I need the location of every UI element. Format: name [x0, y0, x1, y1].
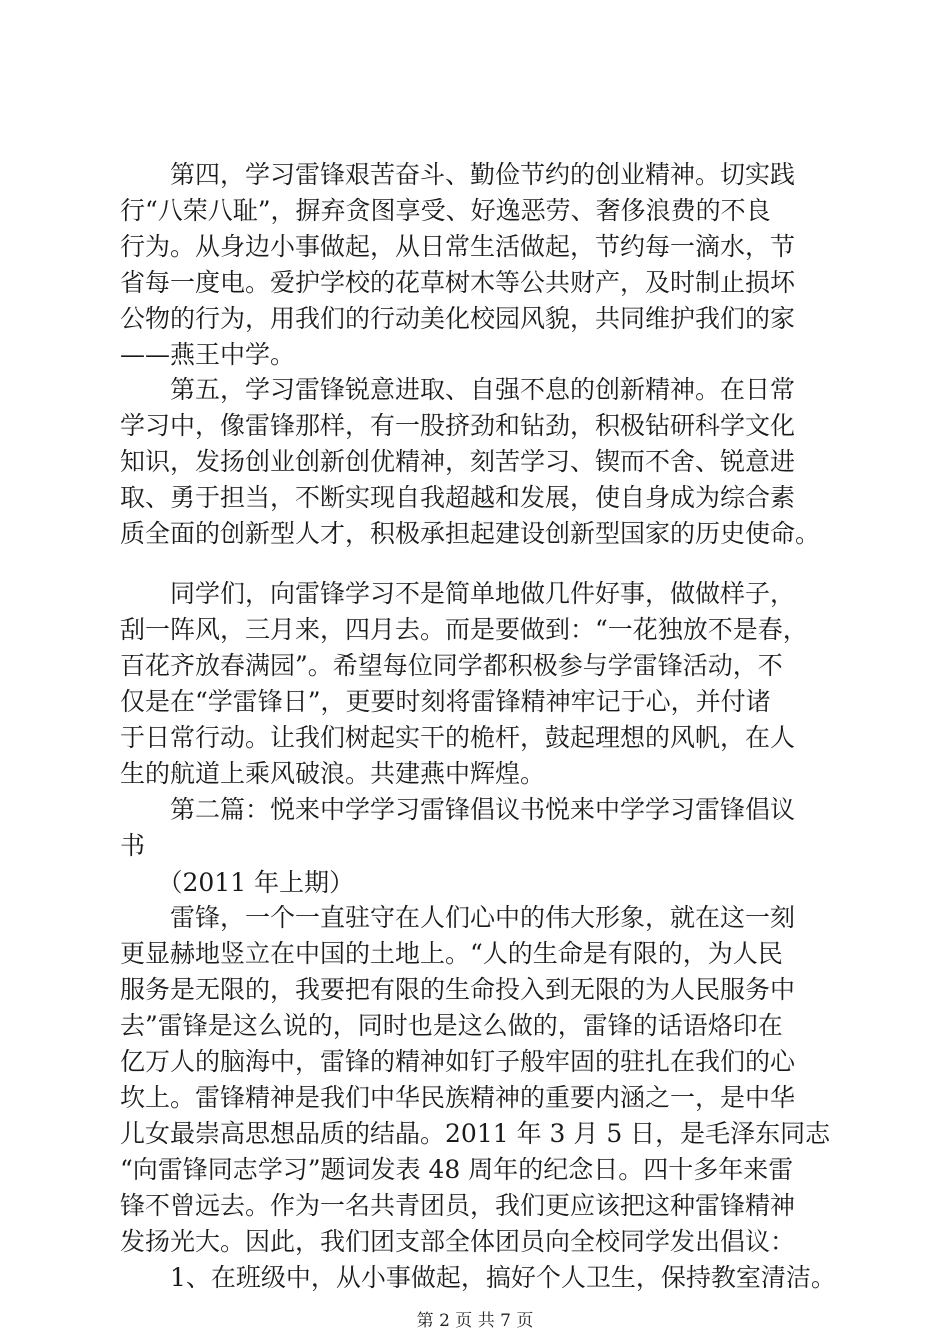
text-line: 公物的行为，用我们的行动美化校园风貌，共同维护我们的家	[120, 304, 796, 333]
text-line: 锋不曾远去。作为一名共青团员，我们更应该把这种雷锋精神	[120, 1191, 796, 1220]
text-line: ——燕王中学。	[120, 340, 296, 369]
text-line: “向雷锋同志学习”题词发表 48 周年的纪念日。四十多年来雷	[120, 1155, 794, 1184]
text-line: 仅是在“学雷锋日”，更要时刻将雷锋精神牢记于心，并付诸	[120, 687, 771, 716]
text-line: 去”雷锋是这么说的，同时也是这么做的，雷锋的话语烙印在	[120, 1011, 783, 1040]
text-line: 第四，学习雷锋艰苦奋斗、勤俭节约的创业精神。切实践	[120, 160, 796, 189]
text-line: 刮一阵风，三月来，四月去。而是要做到：“一花独放不是春，	[120, 615, 808, 644]
text-line: 1、在班级中，从小事做起，搞好个人卫生，保持教室清洁。	[120, 1263, 836, 1292]
text-line: 坎上。雷锋精神是我们中华民族精神的重要内涵之一，是中华	[120, 1083, 796, 1112]
text-line: 知识，发扬创业创新创优精神，刻苦学习、锲而不舍、锐意进	[120, 447, 796, 476]
text-line: 学习中，像雷锋那样，有一股挤劲和钻劲，积极钻研科学文化	[120, 411, 796, 440]
text-line: 亿万人的脑海中，雷锋的精神如钉子般牢固的驻扎在我们的心	[120, 1047, 796, 1076]
text-line: 发扬光大。因此，我们团支部全体团员向全校同学发出倡议：	[120, 1227, 796, 1256]
text-line: 省每一度电。爱护学校的花草树木等公共财产，及时制止损坏	[120, 268, 796, 297]
text-line: 百花齐放春满园”。希望每位同学都积极参与学雷锋活动，不	[120, 651, 783, 680]
section-heading: 第二篇：悦来中学学习雷锋倡议书悦来中学学习雷锋倡议	[120, 795, 796, 824]
text-line: 于日常行动。让我们树起实干的桅杆，鼓起理想的风帆，在人	[120, 723, 796, 752]
text-line: 行为。从身边小事做起，从日常生活做起，节约每一滴水，节	[120, 232, 796, 261]
page-number-footer: 第 2 页 共 7 页	[416, 1311, 534, 1331]
text-line: 第五，学习雷锋锐意进取、自强不息的创新精神。在日常	[120, 375, 796, 404]
text-line: 行“八荣八耻”，摒弃贪图享受、好逸恶劳、奢侈浪费的不良	[120, 196, 771, 225]
text-line: 服务是无限的，我要把有限的生命投入到无限的为人民服务中	[120, 975, 796, 1004]
text-line: 更显赫地竖立在中国的土地上。“人的生命是有限的，为人民	[120, 939, 783, 968]
text-line: 雷锋，一个一直驻守在人们心中的伟大形象，就在这一刻	[120, 903, 796, 932]
text-line: 质全面的创新型人才，积极承担起建设创新型国家的历史使命。	[120, 519, 821, 548]
text-line: 同学们，向雷锋学习不是简单地做几件好事，做做样子，	[120, 579, 796, 608]
text-line: 儿女最崇高思想品质的结晶。2011 年 3 月 5 日，是毛泽东同志	[120, 1119, 831, 1148]
text-line: 生的航道上乘风破浪。共建燕中辉煌。	[120, 759, 546, 788]
text-line: 取、勇于担当，不断实现自我超越和发展，使自身成为综合素	[120, 483, 796, 512]
text-line: （2011 年上期）	[120, 868, 355, 897]
section-heading: 书	[120, 831, 146, 860]
